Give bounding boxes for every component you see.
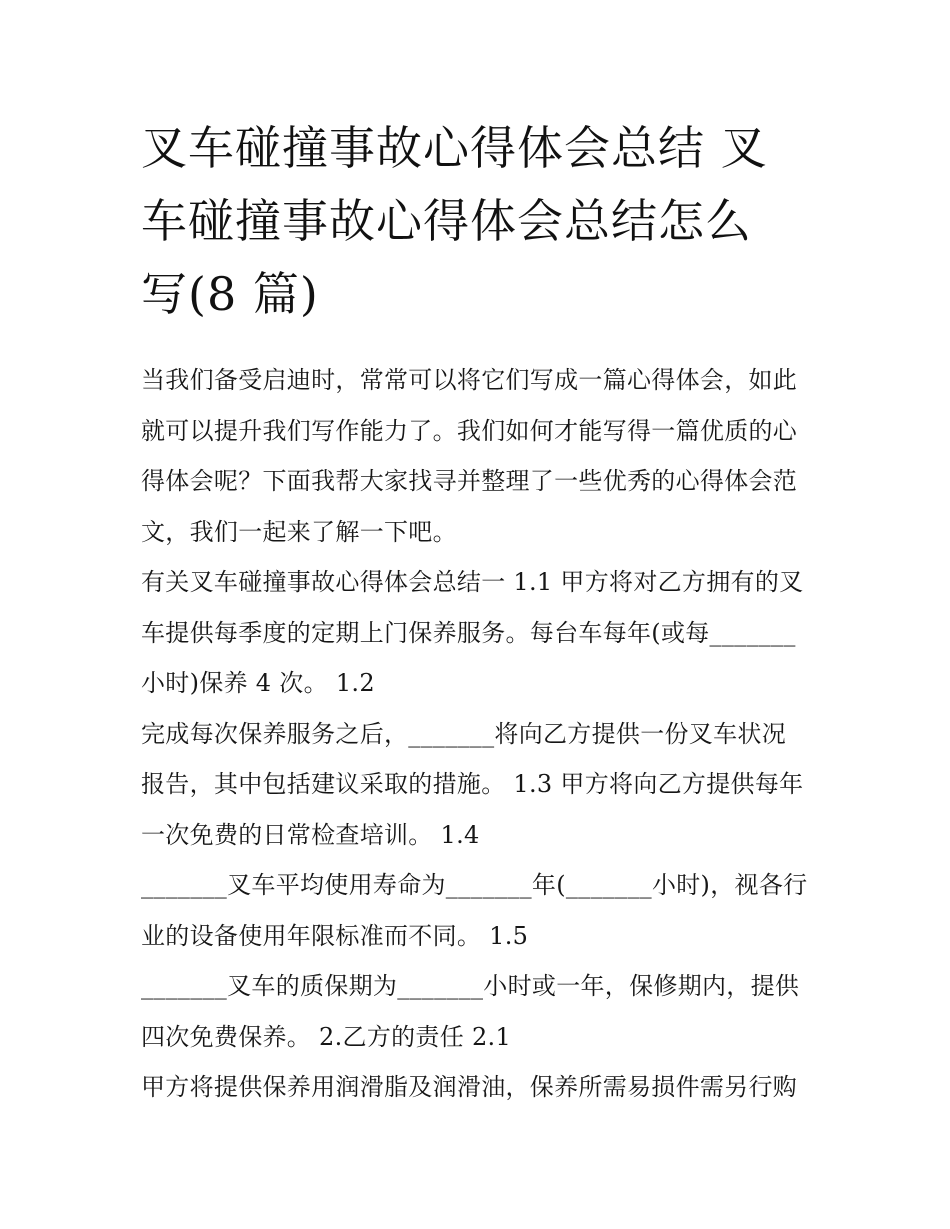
text-line: 四次免费保养。 2.乙方的责任 2.1	[141, 1022, 512, 1051]
text-line: 有关叉车碰撞事故心得体会总结一 1.1 甲方将对乙方拥有的叉	[141, 568, 804, 596]
text-line: _______叉车平均使用寿命为_______年(_______小时)，视各行	[141, 871, 808, 899]
text-line: 就可以提升我们写作能力了。我们如何才能写得一篇优质的心	[141, 416, 798, 445]
title-line: 叉车碰撞事故心得体会总结 叉	[141, 121, 768, 175]
text-line: 小时)保养 4 次。 1.2	[141, 669, 375, 697]
text-line: 当我们备受启迪时，常常可以将它们写成一篇心得体会，如此	[141, 366, 798, 394]
document-body	[141, 355, 821, 1113]
title-line: 车碰撞事故心得体会总结怎么	[141, 194, 752, 248]
text-line: 甲方将提供保养用润滑脂及润滑油，保养所需易损件需另行购	[141, 1073, 798, 1101]
document-title	[141, 112, 821, 331]
text-line: 得体会呢？下面我帮大家找寻并整理了一些优秀的心得体会范	[141, 467, 798, 495]
text-line: 完成每次保养服务之后，_______将向乙方提供一份叉车状况	[141, 719, 786, 748]
title-line: 写(8 篇)	[141, 267, 319, 321]
clause-2-1-paragraph	[141, 1062, 821, 1113]
section-1-paragraph	[141, 557, 821, 709]
text-line: 业的设备使用年限标准而不同。 1.5	[141, 921, 529, 950]
clause-1-2-paragraph	[141, 709, 821, 861]
clause-1-5-paragraph	[141, 961, 821, 1062]
text-line: 一次免费的日常检查培训。 1.4	[141, 820, 480, 849]
text-line: 车提供每季度的定期上门保养服务。每台车每年(或每_______	[141, 618, 796, 647]
text-line: 报告，其中包括建议采取的措施。 1.3 甲方将向乙方提供每年	[141, 770, 804, 798]
text-line: 文，我们一起来了解一下吧。	[141, 517, 457, 546]
clause-1-4-paragraph	[141, 860, 821, 961]
text-line: _______叉车的质保期为_______小时或一年，保修期内，提供	[141, 972, 800, 1000]
intro-paragraph	[141, 355, 821, 557]
